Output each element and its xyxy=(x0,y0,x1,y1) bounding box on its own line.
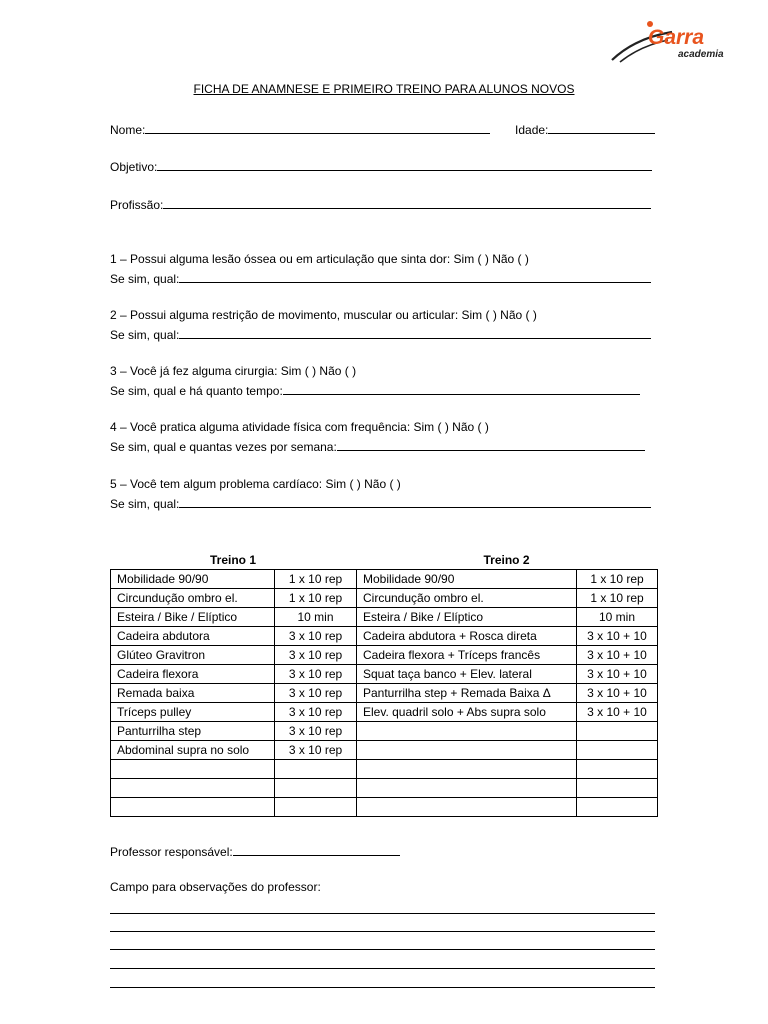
treino-2-exercise xyxy=(357,741,577,760)
treino-2-exercise xyxy=(357,798,577,817)
question-4-followup[interactable]: Se sim, qual e quantas vezes por semana: xyxy=(110,439,645,454)
question-1-followup[interactable]: Se sim, qual: xyxy=(110,271,651,286)
treino-1-exercise: Esteira / Bike / Elíptico xyxy=(111,608,275,627)
treino-2-reps xyxy=(577,760,658,779)
treino-2-exercise xyxy=(357,760,577,779)
svg-text:Garra: Garra xyxy=(648,26,705,49)
treino-1-exercise xyxy=(111,779,275,798)
objetivo-field[interactable]: Objetivo: xyxy=(110,159,652,174)
table-row xyxy=(111,589,658,608)
treino-1-exercise: Remada baixa xyxy=(111,684,275,703)
treino-2-reps xyxy=(577,741,658,760)
observation-line[interactable] xyxy=(110,986,655,988)
treino-1-header: Treino 1 xyxy=(209,553,256,567)
treino-2-exercise xyxy=(357,722,577,741)
treino-1-reps: 3 x 10 rep xyxy=(275,703,357,722)
observation-line[interactable] xyxy=(110,948,655,950)
table-row xyxy=(111,627,658,646)
treino-1-exercise: Mobilidade 90/90 xyxy=(111,570,275,589)
treino-1-reps: 1 x 10 rep xyxy=(275,589,357,608)
treino-2-reps: 3 x 10 + 10 xyxy=(577,703,658,722)
treino-1-reps: 3 x 10 rep xyxy=(275,684,357,703)
question-1: 1 – Possui alguma lesão óssea ou em articulação que sinta dor: Sim ( ) Não ( ) xyxy=(110,252,529,266)
table-row xyxy=(111,684,658,703)
table-row xyxy=(111,798,658,817)
observation-line[interactable] xyxy=(110,930,655,932)
question-3: 3 – Você já fez alguma cirurgia: Sim ( ) Não ( ) xyxy=(110,364,357,378)
question-5-followup[interactable]: Se sim, qual: xyxy=(110,496,651,511)
treino-1-exercise: Glúteo Gravitron xyxy=(111,646,275,665)
treino-2-exercise: Cadeira flexora + Tríceps francês xyxy=(357,646,577,665)
observations-label: Campo para observações do professor: xyxy=(110,880,321,894)
table-row xyxy=(111,608,658,627)
treino-2-exercise: Elev. quadril solo + Abs supra solo xyxy=(357,703,577,722)
treino-2-reps: 3 x 10 + 10 xyxy=(577,627,658,646)
treino-1-reps: 10 min xyxy=(275,608,357,627)
treino-1-exercise: Tríceps pulley xyxy=(111,703,275,722)
table-row xyxy=(111,741,658,760)
treino-table xyxy=(110,569,658,817)
treino-1-exercise xyxy=(111,760,275,779)
treino-1-exercise: Cadeira flexora xyxy=(111,665,275,684)
treino-1-reps: 3 x 10 rep xyxy=(275,646,357,665)
treino-1-reps: 3 x 10 rep xyxy=(275,741,357,760)
treino-2-header: Treino 2 xyxy=(483,553,530,567)
table-row xyxy=(111,570,658,589)
treino-2-exercise: Mobilidade 90/90 xyxy=(357,570,577,589)
question-4: 4 – Você pratica alguma atividade física com frequência: Sim ( ) Não ( ) xyxy=(110,420,489,434)
treino-1-reps: 1 x 10 rep xyxy=(275,570,357,589)
treino-2-exercise: Cadeira abdutora + Rosca direta xyxy=(357,627,577,646)
table-row xyxy=(111,646,658,665)
treino-2-reps: 1 x 10 rep xyxy=(577,570,658,589)
treino-1-reps xyxy=(275,760,357,779)
treino-2-exercise xyxy=(357,779,577,798)
table-row xyxy=(111,722,658,741)
treino-2-exercise: Circundução ombro el. xyxy=(357,589,577,608)
treino-2-reps: 1 x 10 rep xyxy=(577,589,658,608)
treino-2-reps: 3 x 10 + 10 xyxy=(577,684,658,703)
question-2-followup[interactable]: Se sim, qual: xyxy=(110,327,651,342)
treino-1-reps xyxy=(275,798,357,817)
treino-2-exercise: Esteira / Bike / Elíptico xyxy=(357,608,577,627)
treino-1-exercise xyxy=(111,798,275,817)
treino-2-exercise: Panturrilha step + Remada Baixa Δ xyxy=(357,684,577,703)
treino-1-reps xyxy=(275,779,357,798)
question-5: 5 – Você tem algum problema cardíaco: Sim ( ) Não ( ) xyxy=(110,477,401,491)
table-row xyxy=(111,760,658,779)
treino-1-exercise: Panturrilha step xyxy=(111,722,275,741)
treino-2-reps xyxy=(577,722,658,741)
treino-1-reps: 3 x 10 rep xyxy=(275,722,357,741)
observation-line[interactable] xyxy=(110,967,655,969)
table-row xyxy=(111,665,658,684)
treino-2-reps: 3 x 10 + 10 xyxy=(577,646,658,665)
treino-2-exercise: Squat taça banco + Elev. lateral xyxy=(357,665,577,684)
treino-1-reps: 3 x 10 rep xyxy=(275,627,357,646)
svg-text:academia: academia xyxy=(678,49,724,60)
professor-field[interactable]: Professor responsável: xyxy=(110,844,400,859)
idade-label: Idade: xyxy=(515,123,549,137)
treino-1-reps: 3 x 10 rep xyxy=(275,665,357,684)
observation-line[interactable] xyxy=(110,912,655,914)
treino-1-exercise: Circundução ombro el. xyxy=(111,589,275,608)
question-3-followup[interactable]: Se sim, qual e há quanto tempo: xyxy=(110,383,640,398)
page-title: FICHA DE ANAMNESE E PRIMEIRO TREINO PARA ALUNOS NOVOS xyxy=(193,82,575,96)
question-2: 2 – Possui alguma restrição de movimento, muscular ou articular: Sim ( ) Não ( ) xyxy=(110,308,537,322)
garra-logo xyxy=(610,20,735,66)
nome-field[interactable]: Nome: Idade: xyxy=(110,122,655,137)
idade-input[interactable] xyxy=(548,122,655,134)
table-row xyxy=(111,703,658,722)
treino-2-reps xyxy=(577,779,658,798)
treino-1-exercise: Abdominal supra no solo xyxy=(111,741,275,760)
treino-1-exercise: Cadeira abdutora xyxy=(111,627,275,646)
table-row xyxy=(111,779,658,798)
treino-2-reps xyxy=(577,798,658,817)
profissao-field[interactable]: Profissão: xyxy=(110,197,651,212)
treino-2-reps: 10 min xyxy=(577,608,658,627)
treino-2-reps: 3 x 10 + 10 xyxy=(577,665,658,684)
